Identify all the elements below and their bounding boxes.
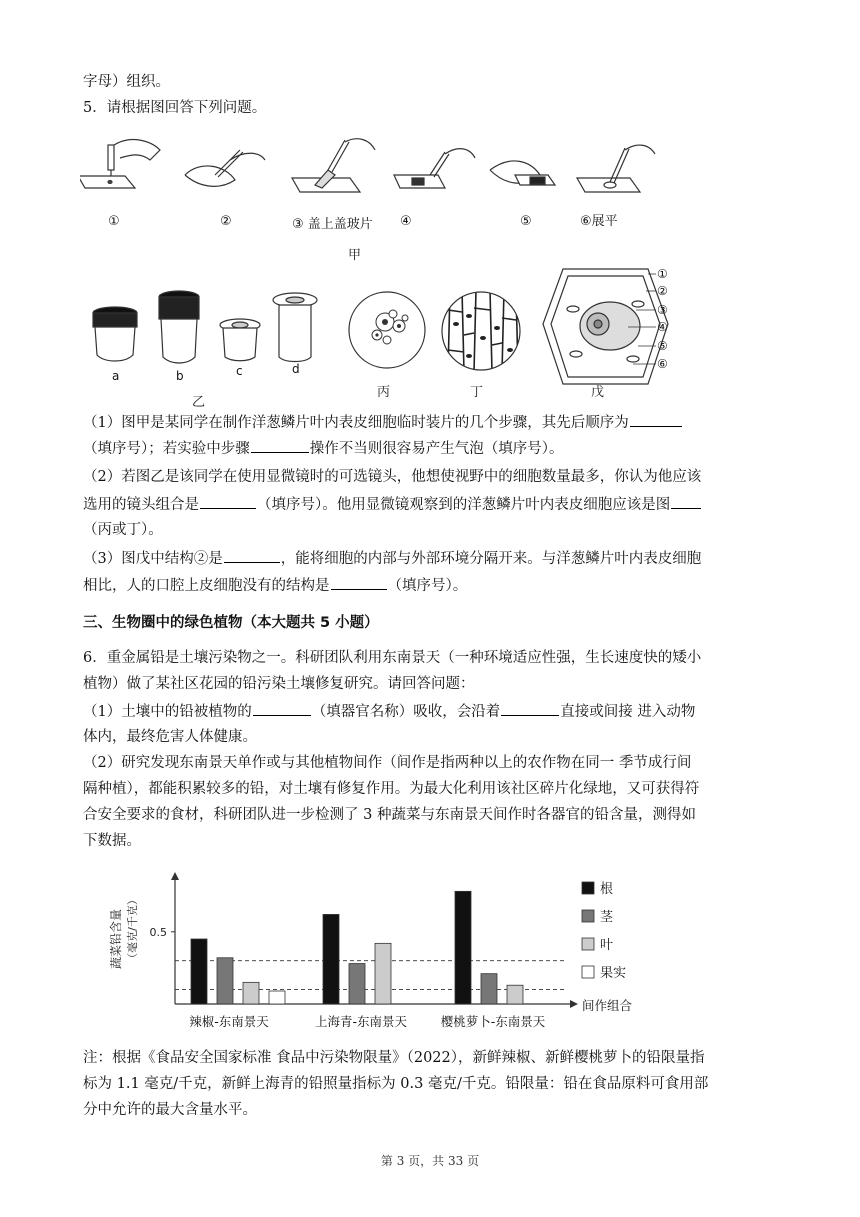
cell-marker: ⑥ xyxy=(657,357,668,371)
y-axis-label: 蔬菜铅含量 xyxy=(109,908,123,970)
cell-marker: ① xyxy=(657,267,668,281)
lens-label: c xyxy=(236,364,243,378)
figure-ding xyxy=(440,290,522,372)
step3-illustration xyxy=(292,139,375,192)
y-tick-label: 0.5 xyxy=(149,925,167,939)
x-category-label: 上海青-东南景天 xyxy=(314,1014,408,1029)
x-axis-label: 间作组合 xyxy=(582,998,633,1013)
lens-label: b xyxy=(176,369,184,383)
y-axis-arrow xyxy=(171,872,179,880)
question-6-line8: 下数据。 xyxy=(83,833,141,849)
legend-swatch xyxy=(582,938,594,950)
question-1-line2: （填序号）；若实验中步骤 操作不当则很容易产生气泡（填序号）。 xyxy=(83,438,564,459)
cell-marker: ② xyxy=(657,284,668,298)
step-label: ③ 盖上盖玻片 xyxy=(292,217,373,232)
bar-叶 xyxy=(243,982,259,1004)
figure-bing-caption: 丙 xyxy=(377,385,391,400)
x-category-label: 辣椒-东南景天 xyxy=(189,1014,269,1029)
bar-果实 xyxy=(269,991,285,1004)
step-label: ② xyxy=(220,214,232,229)
question-2-line1: （2）若图乙是该同学在使用显微镜时的可选镜头，他想使视野中的细胞数量最多，你认为他应该 xyxy=(83,469,702,485)
figure-wu xyxy=(538,264,678,394)
bar-茎 xyxy=(349,964,365,1004)
bar-叶 xyxy=(375,943,391,1004)
step2-illustration xyxy=(185,150,265,186)
bar-根 xyxy=(455,891,471,1004)
page-footer: 第 3 页，共 33 页 xyxy=(380,1154,480,1168)
question-2-line3: （丙或丁）。 xyxy=(83,522,163,538)
bar-茎 xyxy=(217,958,233,1004)
figure-bing xyxy=(347,290,427,370)
text-line: 字母）组织。 xyxy=(83,74,170,90)
step4-illustration xyxy=(394,149,475,188)
note-line2: 标为 1.1 毫克/千克，新鲜上海青的铅照量指标为 0.3 毫克/千克。铅限量：铅在食品原料可食用部 xyxy=(83,1076,709,1092)
lens-label: a xyxy=(112,369,120,383)
figure-ding-caption: 丁 xyxy=(470,385,484,400)
step1-illustration xyxy=(80,140,160,188)
step-label: ⑤ xyxy=(520,214,532,229)
question-2-line2: 选用的镜头组合是 （填序号）。他用显微镜观察到的洋葱鳞片叶内表皮细胞应该是图 xyxy=(83,494,702,515)
cell-marker: ④ xyxy=(657,320,668,334)
answer-blank[interactable] xyxy=(253,701,311,716)
x-axis-arrow xyxy=(570,1000,578,1008)
step5-illustration xyxy=(490,161,555,185)
figure-jia xyxy=(80,130,680,260)
question-1-line1: （1）图甲是某同学在制作洋葱鳞片叶内表皮细胞临时装片的几个步骤，其先后顺序为 xyxy=(83,412,683,433)
question-3-line1: （3）图戊中结构②是 ，能将细胞的内部与外部环境分隔开来。与洋葱鳞片叶内表皮细胞 xyxy=(83,548,701,569)
question-6-line1: 6．重金属铅是土壤污染物之一。科研团队利用东南景天（一种环境适应性强，生长速度快的矮小 xyxy=(83,650,702,666)
figure-wu-caption: 戊 xyxy=(591,385,605,400)
question-6-line2: 植物）做了某社区花园的铅污染土壤修复研究。请回答问题： xyxy=(83,676,475,692)
figure-yi-caption: 乙 xyxy=(192,395,206,410)
question-3-line2: 相比，人的口腔上皮细胞没有的结构是 （填序号）。 xyxy=(83,575,467,596)
question-6-line5: （2）研究发现东南景天单作或与其他植物间作（间作是指两种以上的农作物在同一 季节成行间 xyxy=(83,755,692,771)
lens-label: d xyxy=(292,362,300,376)
answer-blank[interactable] xyxy=(224,548,280,563)
question-6-line6: 隔种植），都能积累较多的铅，对土壤有修复作用。为最大化利用该社区碎片化绿地，又可获得符 xyxy=(83,781,700,797)
cell-marker: ⑤ xyxy=(657,339,668,353)
legend-swatch xyxy=(582,882,594,894)
answer-blank[interactable] xyxy=(671,494,701,509)
lens-d xyxy=(273,293,317,362)
question-6-line4: 体内，最终危害人体健康。 xyxy=(83,729,257,745)
answer-blank[interactable] xyxy=(630,412,682,427)
figure-jia-caption: 甲 xyxy=(348,248,362,263)
bar-叶 xyxy=(507,985,523,1004)
section-heading: 三、生物圈中的绿色植物（本大题共 5 小题） xyxy=(83,615,379,631)
bar-茎 xyxy=(481,974,497,1004)
bar-根 xyxy=(323,914,339,1004)
question-6-line3: （1）土壤中的铅被植物的 （填器官名称）吸收，会沿着 直接或间接 进入动物 xyxy=(83,701,695,722)
y-axis-label-unit: （毫克/千克） xyxy=(126,894,139,964)
answer-blank[interactable] xyxy=(331,575,387,590)
note-line1: 注：根据《食品安全国家标准 食品中污染物限量》（2022），新鲜辣椒、新鲜樱桃萝卜的铅限量指 xyxy=(83,1050,705,1066)
legend-swatch xyxy=(582,966,594,978)
legend-label: 茎 xyxy=(600,910,614,925)
cell-marker: ③ xyxy=(657,303,668,317)
step-label: ⑥展平 xyxy=(580,214,618,229)
lead-content-chart xyxy=(100,864,680,1040)
lens-a xyxy=(93,307,137,361)
legend-label: 根 xyxy=(600,882,614,897)
lens-b xyxy=(159,291,199,363)
figure-yi xyxy=(85,285,335,405)
legend-swatch xyxy=(582,910,594,922)
step6-illustration xyxy=(577,145,655,192)
lens-c xyxy=(220,319,260,361)
question-5-title: 5．请根据图回答下列问题。 xyxy=(83,100,267,116)
answer-blank[interactable] xyxy=(251,438,309,453)
bar-根 xyxy=(191,939,207,1004)
answer-blank[interactable] xyxy=(501,701,559,716)
step-label: ④ xyxy=(400,214,412,229)
question-6-line7: 合安全要求的食材，科研团队进一步检测了 3 种蔬菜与东南景天间作时各器官的铅含量，测得如 xyxy=(83,807,696,823)
answer-blank[interactable] xyxy=(200,494,256,509)
note-line3: 分中允许的最大含量水平。 xyxy=(83,1102,257,1118)
legend-label: 叶 xyxy=(600,938,614,953)
legend-label: 果实 xyxy=(600,966,627,981)
x-category-label: 樱桃萝卜-东南景天 xyxy=(440,1014,546,1029)
step-label: ① xyxy=(108,214,120,229)
